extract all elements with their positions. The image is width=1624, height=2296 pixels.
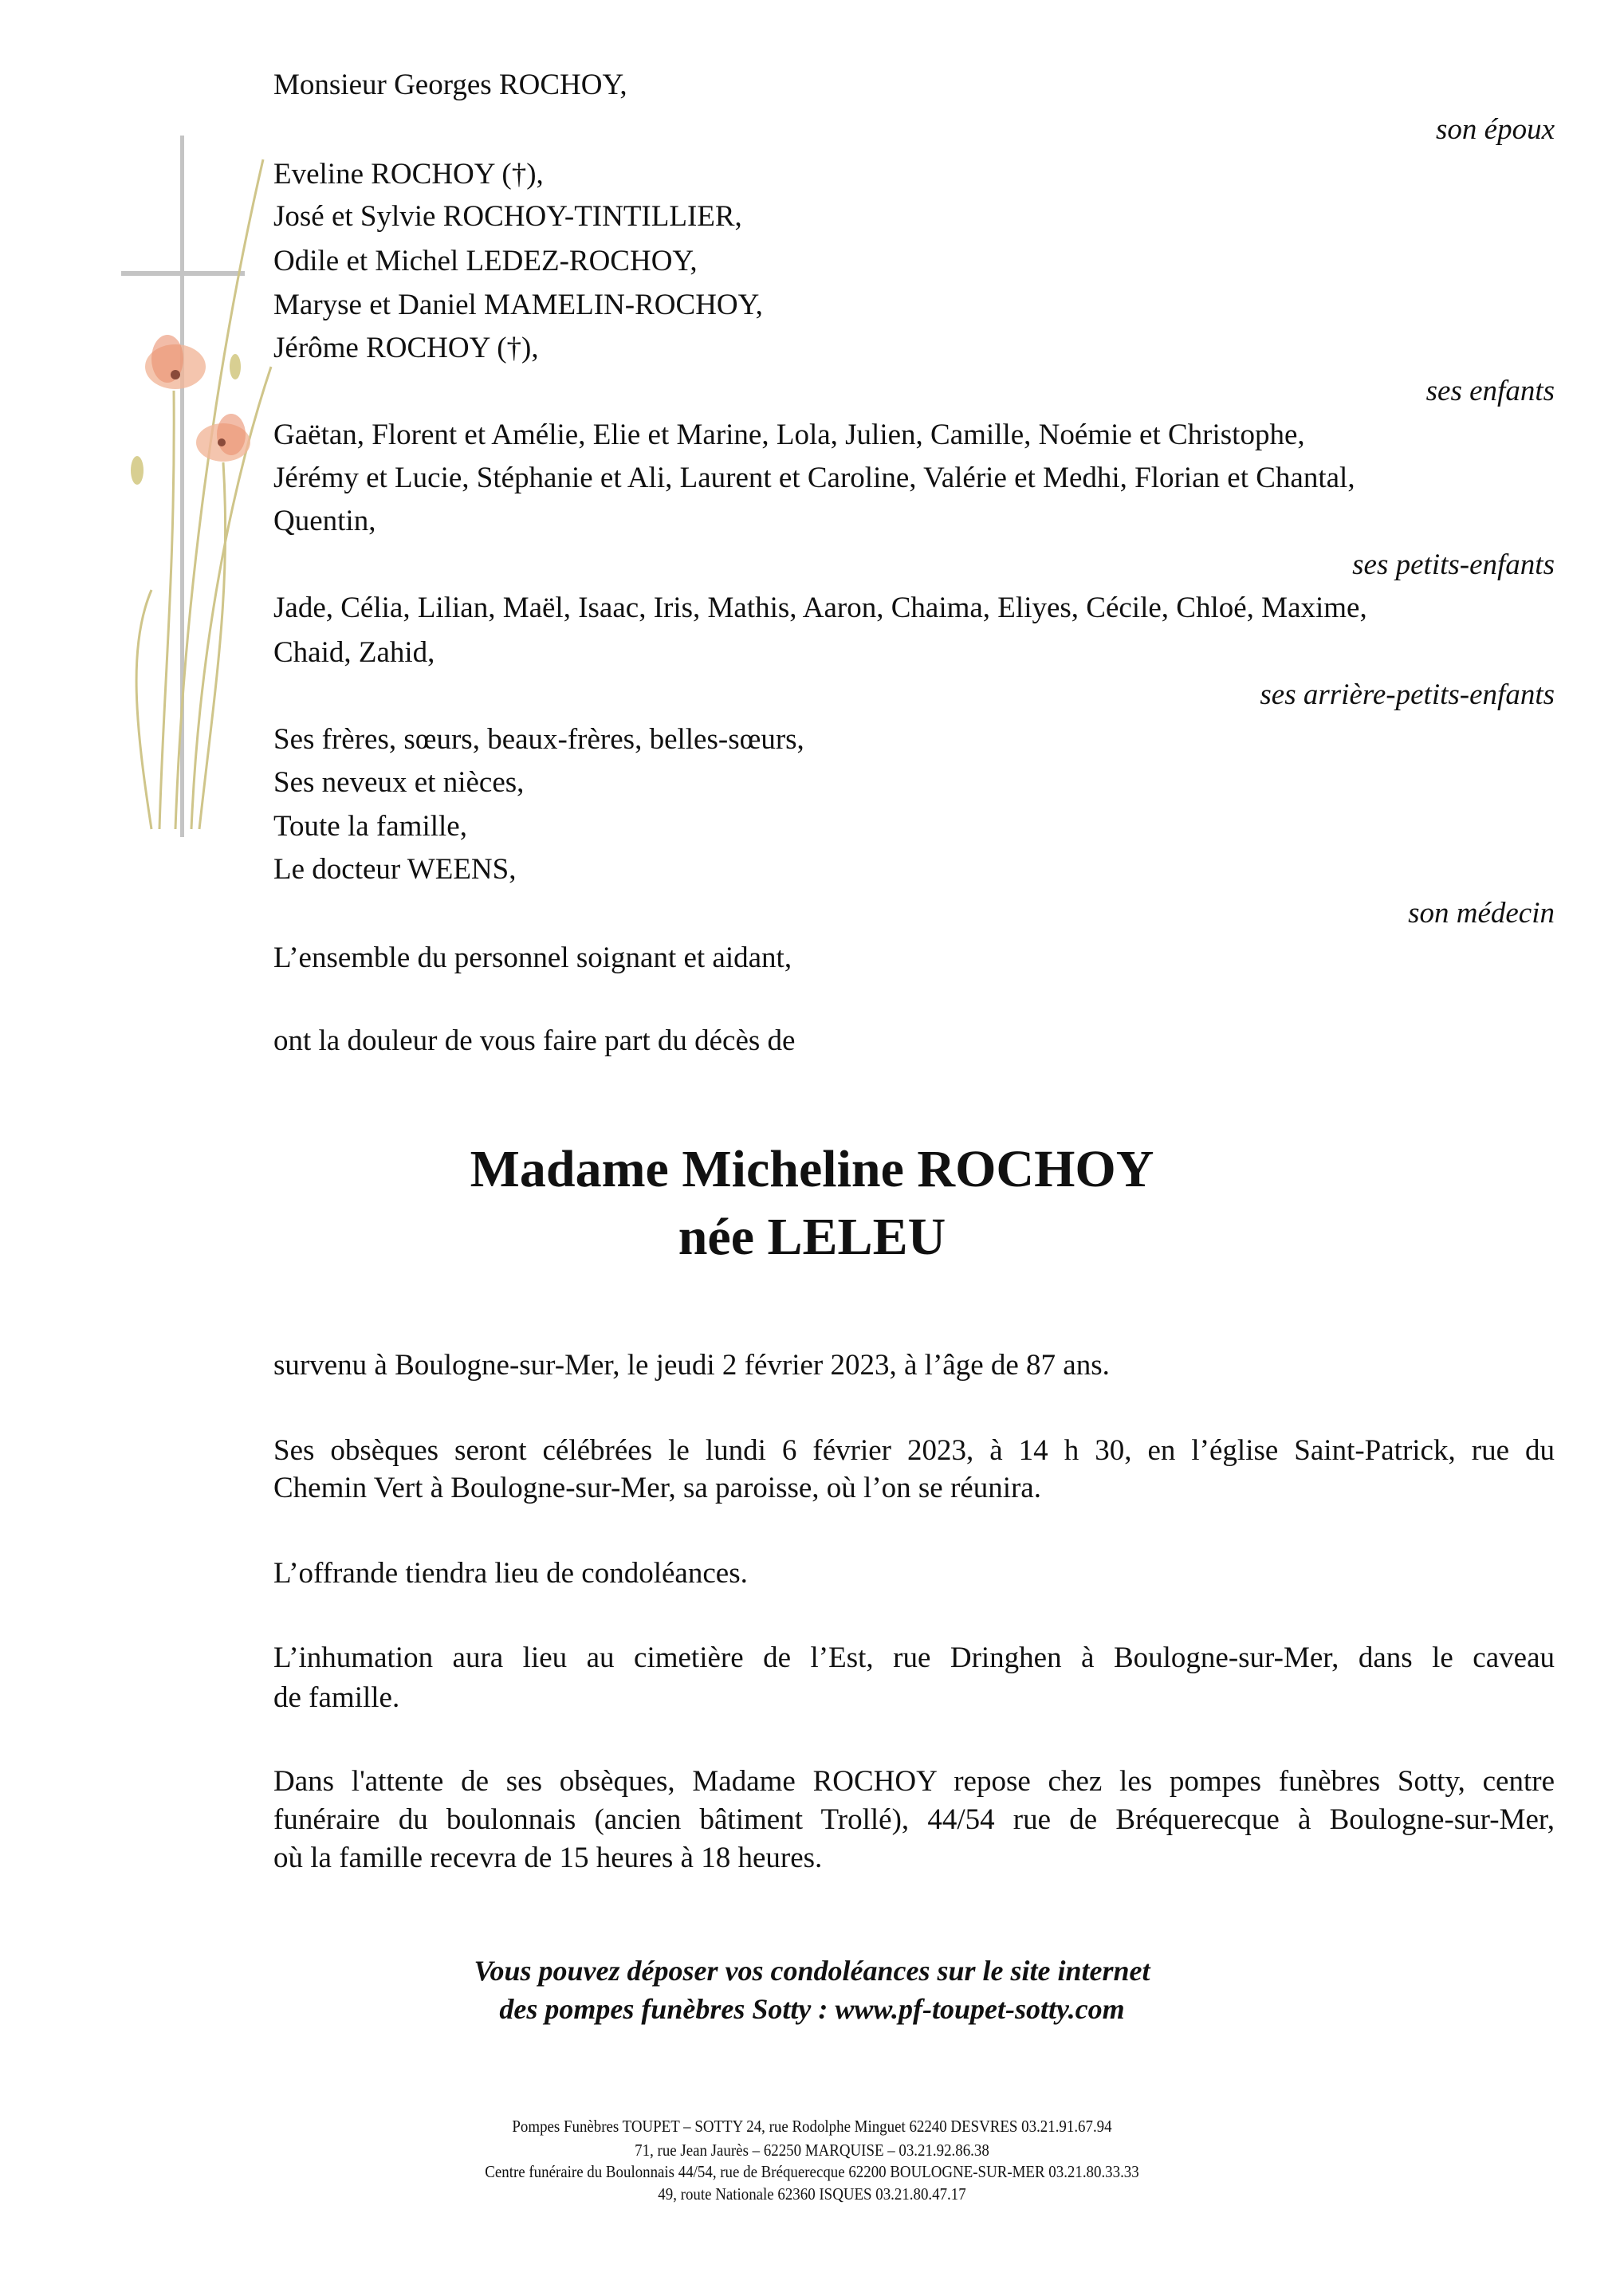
deceased-maiden-name: née LELEU [678, 1208, 946, 1266]
doctor-line: Le docteur WEENS, [273, 853, 517, 886]
rest-details: funéraire du boulonnais (ancien bâtiment Trollé), 44/54 rue de Bréquerecque à Boulogne-sur-Mer, [273, 1803, 1555, 1836]
family-line: Toute la famille, [273, 810, 467, 843]
footer-address: 71, rue Jean Jaurès – 62250 MARQUISE – 03.21.92.86.38 [635, 2141, 989, 2160]
death-details: survenu à Boulogne-sur-Mer, le jeudi 2 février 2023, à l’âge de 87 ans. [273, 1349, 1110, 1382]
family-line: Ses frères, sœurs, beaux-frères, belles-sœurs, [273, 723, 804, 756]
rest-details: Dans l'attente de ses obsèques, Madame ROCHOY repose chez les pompes funèbres Sotty, centre [273, 1765, 1555, 1798]
staff-line: L’ensemble du personnel soignant et aidant, [273, 942, 792, 974]
great-grandchildren-role: ses arrière-petits-enfants [1260, 678, 1555, 711]
child-name: José et Sylvie ROCHOY-TINTILLIER, [273, 200, 742, 233]
funeral-details: Ses obsèques seront célébrées le lundi 6 février 2023, à 14 h 30, en l’église Saint-Patrick, rue du [273, 1434, 1555, 1467]
doctor-role: son médecin [1408, 897, 1555, 930]
poppy-flower [145, 335, 206, 389]
offering-note: L’offrande tiendra lieu de condoléances. [273, 1557, 748, 1590]
announcement: ont la douleur de vous faire part du décès de [273, 1024, 796, 1057]
burial-details: L’inhumation aura lieu au cimetière de l’Est, rue Dringhen à Boulogne-sur-Mer, dans le caveau [273, 1641, 1555, 1674]
child-name: Eveline ROCHOY (†), [273, 158, 544, 191]
poppy-bud [230, 354, 241, 379]
burial-details: de famille. [273, 1681, 400, 1714]
child-name: Maryse et Daniel MAMELIN-ROCHOY, [273, 289, 763, 321]
child-name: Odile et Michel LEDEZ-ROCHOY, [273, 245, 698, 277]
great-grandchildren-line: Chaid, Zahid, [273, 636, 435, 669]
spouse-role: son époux [1436, 113, 1555, 146]
cross-horizontal [121, 271, 245, 276]
grandchildren-role: ses petits-enfants [1352, 548, 1555, 581]
footer-address: Pompes Funèbres TOUPET – SOTTY 24, rue Rodolphe Minguet 62240 DESVRES 03.21.91.67.94 [512, 2117, 1112, 2136]
family-line: Ses neveux et nièces, [273, 766, 525, 799]
poppy-flower [196, 414, 250, 462]
grandchildren-line: Jérémy et Lucie, Stéphanie et Ali, Laurent et Caroline, Valérie et Medhi, Florian et Chantal, [273, 462, 1355, 494]
grandchildren-line: Quentin, [273, 505, 376, 537]
footer-address: Centre funéraire du Boulonnais 44/54, rue de Bréquerecque 62200 BOULOGNE-SUR-MER 03.21.80.33.33 [485, 2162, 1139, 2181]
deceased-name: Madame Micheline ROCHOY [470, 1140, 1154, 1198]
poppy-bud [131, 456, 144, 485]
footer-address: 49, route Nationale 62360 ISQUES 03.21.80.47.17 [658, 2184, 966, 2204]
spouse-name: Monsieur Georges ROCHOY, [273, 69, 627, 101]
grandchildren-line: Gaëtan, Florent et Amélie, Elie et Marine, Lola, Julien, Camille, Noémie et Christophe, [273, 419, 1305, 451]
child-name: Jérôme ROCHOY (†), [273, 332, 539, 364]
funeral-details: Chemin Vert à Boulogne-sur-Mer, sa paroisse, où l’on se réunira. [273, 1472, 1041, 1504]
rest-details: où la famille recevra de 15 heures à 18 heures. [273, 1842, 823, 1874]
condolences-website[interactable]: des pompes funèbres Sotty : www.pf-toupet-sotty.com [499, 1993, 1125, 2025]
great-grandchildren-line: Jade, Célia, Lilian, Maël, Isaac, Iris, Mathis, Aaron, Chaima, Eliyes, Cécile, Chloé, Maxime, [273, 592, 1367, 624]
condolences-note: Vous pouvez déposer vos condoléances sur le site internet [474, 1955, 1150, 1987]
children-role: ses enfants [1425, 375, 1555, 407]
